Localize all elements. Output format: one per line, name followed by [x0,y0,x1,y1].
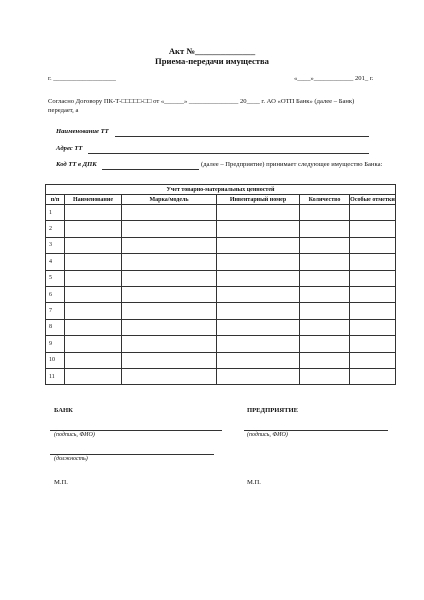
table-cell [350,221,396,237]
act-subtitle: Приема-передачи имущества [155,56,269,66]
bank-position-line [50,454,214,455]
city-field: г. ___________________ [48,75,116,82]
row-number: 2 [46,221,65,237]
column-header: Особые отметки [350,196,395,203]
row-number: 4 [46,254,65,270]
table-cell [350,270,396,286]
table-cell [122,286,217,302]
table-row [46,303,396,319]
table-cell [300,254,350,270]
column-header: Количество [300,195,350,205]
table-cell [65,368,122,384]
act-title: Акт №______________ [168,46,256,56]
table-cell [300,303,350,319]
bank-label: БАНК [54,407,73,414]
code-label: Код ТТ в ДПК [56,161,97,168]
table-cell [300,336,350,352]
table-cell [300,352,350,368]
row-number: 8 [46,319,65,335]
table-cell [350,319,396,335]
table-cell [122,368,217,384]
table-cell [350,205,396,221]
table-cell [122,221,217,237]
table-cell [350,254,396,270]
table-cell [300,286,350,302]
table-cell [217,352,300,368]
code-underline [102,169,199,170]
table-row [46,221,396,237]
column-header: Инвентарный номер [217,195,300,205]
bank-sign-line [50,430,222,431]
table-cell [122,319,217,335]
table-cell [300,319,350,335]
table-cell [65,352,122,368]
enterprise-label: ПРЕДПРИЯТИЕ [247,407,299,414]
table-row [46,270,396,286]
table-cell [65,205,122,221]
table-cell [217,336,300,352]
table-row [46,286,396,302]
row-number: 3 [46,237,65,253]
row-number: 10 [46,352,65,368]
table-cell [217,221,300,237]
row-number: 9 [46,336,65,352]
row-number: 1 [46,205,65,221]
table-cell [350,237,396,253]
table-cell [65,319,122,335]
table-cell [65,303,122,319]
table-cell [300,205,350,221]
table-cell [122,205,217,221]
row-number: 6 [46,286,65,302]
table-cell [65,254,122,270]
address-label: Адрес ТТ [56,145,83,152]
table-cell [300,237,350,253]
table-cell [217,205,300,221]
row-number: 5 [46,270,65,286]
table-cell [122,352,217,368]
code-suffix: (далее – Предприятие) принимает следующее имущество Банка: [201,161,383,168]
table-row [46,205,396,221]
date-field: «____»____________ 201_ г. [294,75,374,82]
table-cell [122,270,217,286]
table-cell [350,286,396,302]
column-header: Наименование [65,195,122,205]
bank-position-caption: (должность) [54,456,88,462]
name-underline [115,136,369,137]
table-cell [122,237,217,253]
table-cell [65,336,122,352]
table-cell [122,303,217,319]
table-cell [122,336,217,352]
table-cell [122,254,217,270]
table-cell [65,221,122,237]
bank-stamp: М.П. [54,479,68,486]
table-cell [65,237,122,253]
table-cell [300,270,350,286]
bank-sign-caption: (подпись, ФИО) [54,432,95,438]
intro-line-1: Согласно Договору ПК-Т-□□□□□-□□ от «______» _______________ 20____ г. АО «ОТП Банк» (далее – Банк) [48,98,355,105]
table-row [46,254,396,270]
table-cell [300,368,350,384]
table-row [46,336,396,352]
name-label: Наименование ТТ [56,128,109,135]
table-cell [217,319,300,335]
table-cell [350,368,396,384]
table-cell [217,303,300,319]
enterprise-sign-caption: (подпись, ФИО) [247,432,288,438]
enterprise-stamp: М.П. [247,479,261,486]
table-caption: Учет товарно-материальных ценностей [46,185,396,195]
table-cell [217,237,300,253]
table-cell [65,270,122,286]
table-cell [300,221,350,237]
table-cell [217,286,300,302]
goods-table [45,184,396,385]
enterprise-sign-line [244,430,388,431]
table-cell [217,270,300,286]
table-cell [217,254,300,270]
table-cell [350,352,396,368]
table-row [46,319,396,335]
address-underline [88,153,369,154]
column-header: Марка/модель [122,195,217,205]
intro-line-2: передает, а [48,107,79,114]
table-row [46,368,396,384]
table-row [46,237,396,253]
table-cell [65,286,122,302]
table-row [46,352,396,368]
table-cell [217,368,300,384]
table-cell [350,336,396,352]
row-number: 7 [46,303,65,319]
column-header: п/п [46,195,65,205]
row-number: 11 [46,368,65,384]
table-cell [350,303,396,319]
